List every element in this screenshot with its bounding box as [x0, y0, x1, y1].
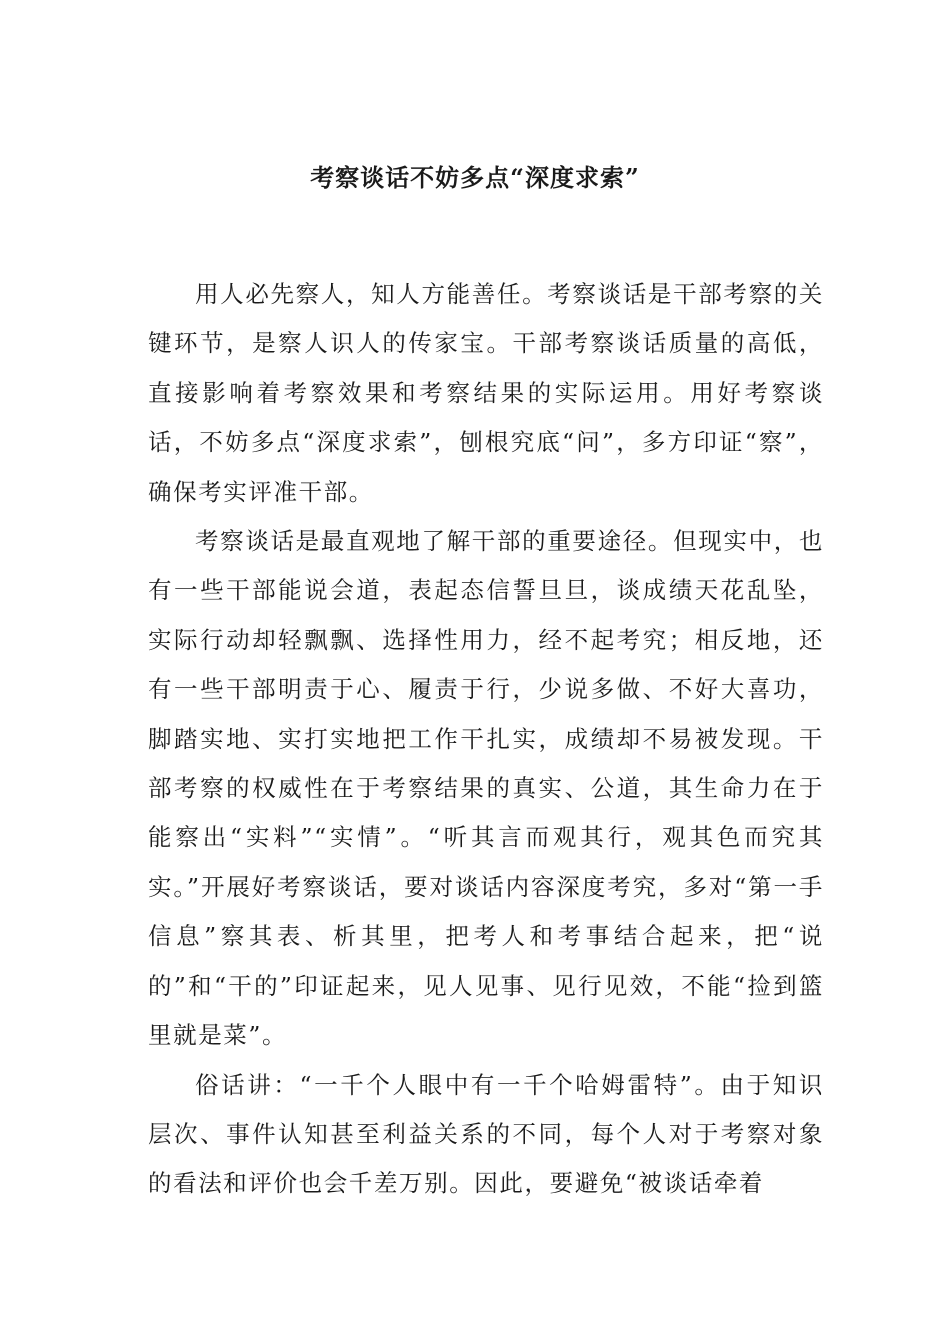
paragraph-2: 考察谈话是最直观地了解干部的重要途径。但现实中，也有一些干部能说会道，表起态信誓旦旦，谈成绩天花乱坠，实际行动却轻飘飘、选择性用力，经不起考究；相反地，还有一些干部明责于心、履责于行，少说多做、不好大喜功，脚踏实地、实打实地把工作干扎实，成绩却不易被发现。干部考察的权威性在于考察结果的真实、公道，其生命力在于能察出“实料”“实情”。“听其言而观其行，观其色而究其实。”开展好考察谈话，要对谈话内容深度考究，多对“第一手信息”察其表、析其里，把考人和考事结合起来，把“说的”和“干的”印证起来，见人见事、见行见效，不能“捡到篮里就是菜”。 — [148, 527, 824, 1050]
document-title: 考察谈话不妨多点“深度求索” — [310, 163, 640, 192]
paragraph-3: 俗话讲：“一千个人眼中有一千个哈姆雷特”。由于知识层次、事件认知甚至利益关系的不同，每个人对于考察对象的看法和评价也会千差万别。因此，要避免“被谈话牵着 — [148, 1070, 824, 1198]
paragraph-1: 用人必先察人，知人方能善任。考察谈话是干部考察的关键环节，是察人识人的传家宝。干部考察谈话质量的高低，直接影响着考察效果和考察结果的实际运用。用好考察谈话，不妨多点“深度求索”，刨根究底“问”，多方印证“察”，确保考实评准干部。 — [148, 280, 824, 506]
document-body — [148, 270, 824, 1209]
